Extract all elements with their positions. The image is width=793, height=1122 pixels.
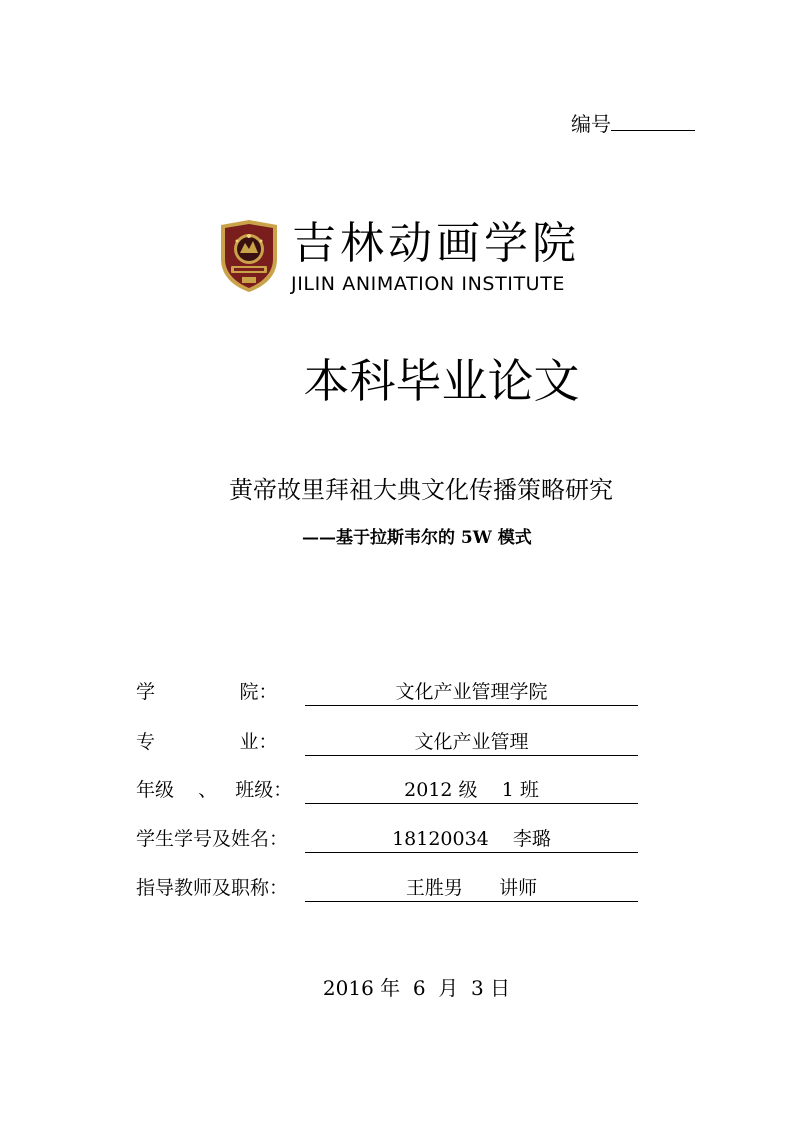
- institute-name-cn: 吉林动画学院: [292, 218, 580, 269]
- info-value-college: 文化产业管理学院: [305, 677, 638, 706]
- info-row-grade-class: [136, 775, 638, 805]
- info-value-major: 文化产业管理: [305, 727, 638, 756]
- info-value-grade-class: 2012 级 1 班: [305, 775, 638, 804]
- info-value-advisor: 王胜男 讲师: [305, 873, 638, 902]
- info-label-grade-class: 年级 、 班级：: [136, 779, 293, 801]
- document-type-title: 本科毕业论文: [303, 354, 580, 408]
- info-row-student: [136, 824, 638, 854]
- institute-emblem-icon: [218, 219, 280, 293]
- info-label-major: 专 业：: [136, 731, 278, 753]
- serial-number: [571, 112, 695, 136]
- info-label-advisor: 指导教师及职称：: [136, 877, 289, 899]
- info-value-student: 18120034 李璐: [305, 824, 638, 853]
- serial-blank: [611, 112, 695, 131]
- thesis-title: 黄帝故里拜祖大典文化传播策略研究: [229, 476, 613, 504]
- info-label-student: 学生学号及姓名：: [136, 828, 289, 850]
- info-row-college: [136, 677, 638, 707]
- serial-label: 编号: [571, 112, 611, 136]
- info-label-college: 学 院：: [136, 681, 278, 703]
- institute-name-en: JILIN ANIMATION INSTITUTE: [291, 273, 566, 295]
- info-row-major: [136, 727, 638, 757]
- thesis-subtitle: ——基于拉斯韦尔的 5W 模式: [302, 528, 532, 548]
- info-row-advisor: [136, 873, 638, 903]
- submission-date: 2016 年 6 月 3 日: [322, 976, 511, 1000]
